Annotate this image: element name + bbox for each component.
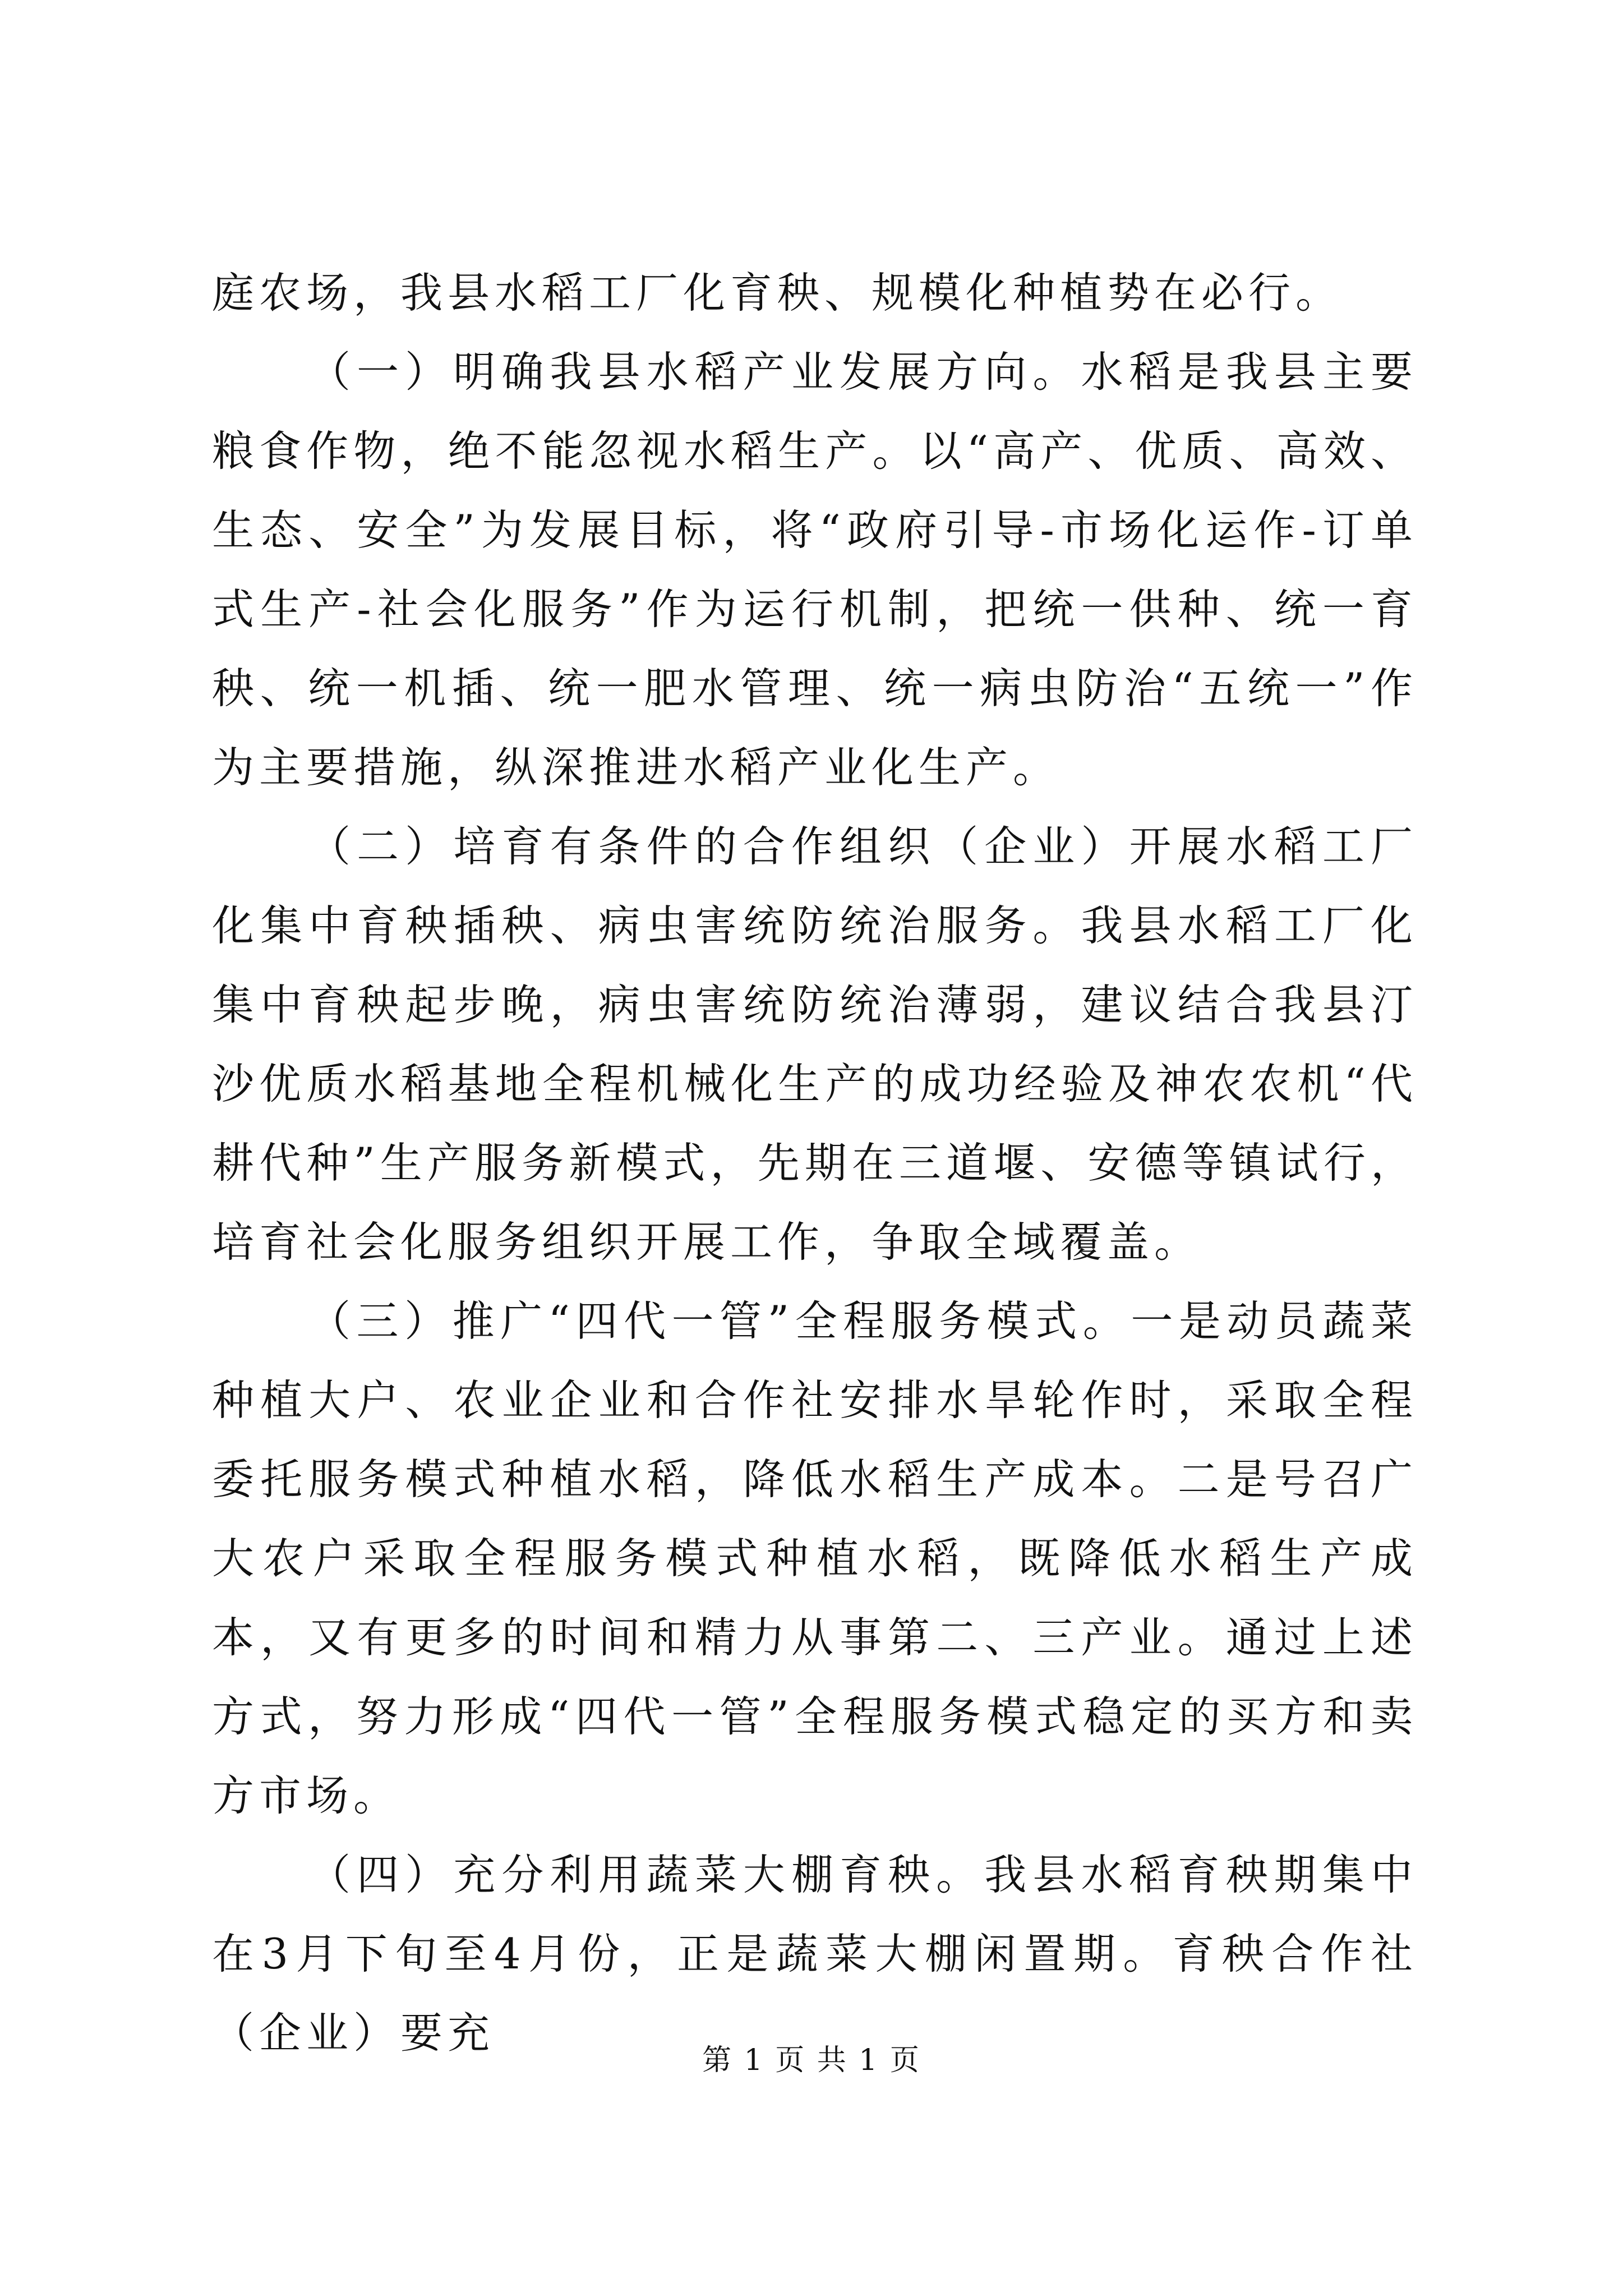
paragraph-section-1: （一）明确我县水稻产业发展方向。水稻是我县主要粮食作物，绝不能忽视水稻生产。以“高产、优质、高效、生态、安全”为发展目标，将“政府引导-市场化运作-订单式生产-社会化服务”作为运行机制，把统一供种、统一育秧、统一机插、统一肥水管理、统一病虫防治“五统一”作为主要措施，纵深推进水稻产业化生产。: [212, 347, 1418, 792]
page-number-footer: 第 1 页 共 1 页: [702, 2044, 921, 2077]
paragraph-section-4: （四）充分利用蔬菜大棚育秧。我县水稻育秧期集中在3月下旬至4月份，正是蔬菜大棚闲置期。育秧合作社（企业）要充: [212, 1850, 1418, 2058]
paragraph-section-2: （二）培育有条件的合作组织（企业）开展水稻工厂化集中育秧插秧、病虫害统防统治服务。我县水稻工厂化集中育秧起步晚，病虫害统防统治薄弱，建议结合我县汀沙优质水稻基地全程机械化生产的成功经验及神农农机“代耕代种”生产服务新模式，先期在三道堰、安德等镇试行，培育社会化服务组织开展工作，争取全域覆盖。: [212, 822, 1418, 1267]
paragraph-section-3: （三）推广“四代一管”全程服务模式。一是动员蔬菜种植大户、农业企业和合作社安排水旱轮作时，采取全程委托服务模式种植水稻，降低水稻生产成本。二是号召广大农户采取全程服务模式种植水稻，既降低水稻生产成本，又有更多的时间和精力从事第二、三产业。通过上述方式，努力形成“四代一管”全程服务模式稳定的买方和卖方市场。: [212, 1296, 1418, 1820]
paragraph-continuation: 庭农场，我县水稻工厂化育秧、规模化种植势在必行。: [212, 268, 1343, 318]
document-body: [212, 254, 1418, 2073]
